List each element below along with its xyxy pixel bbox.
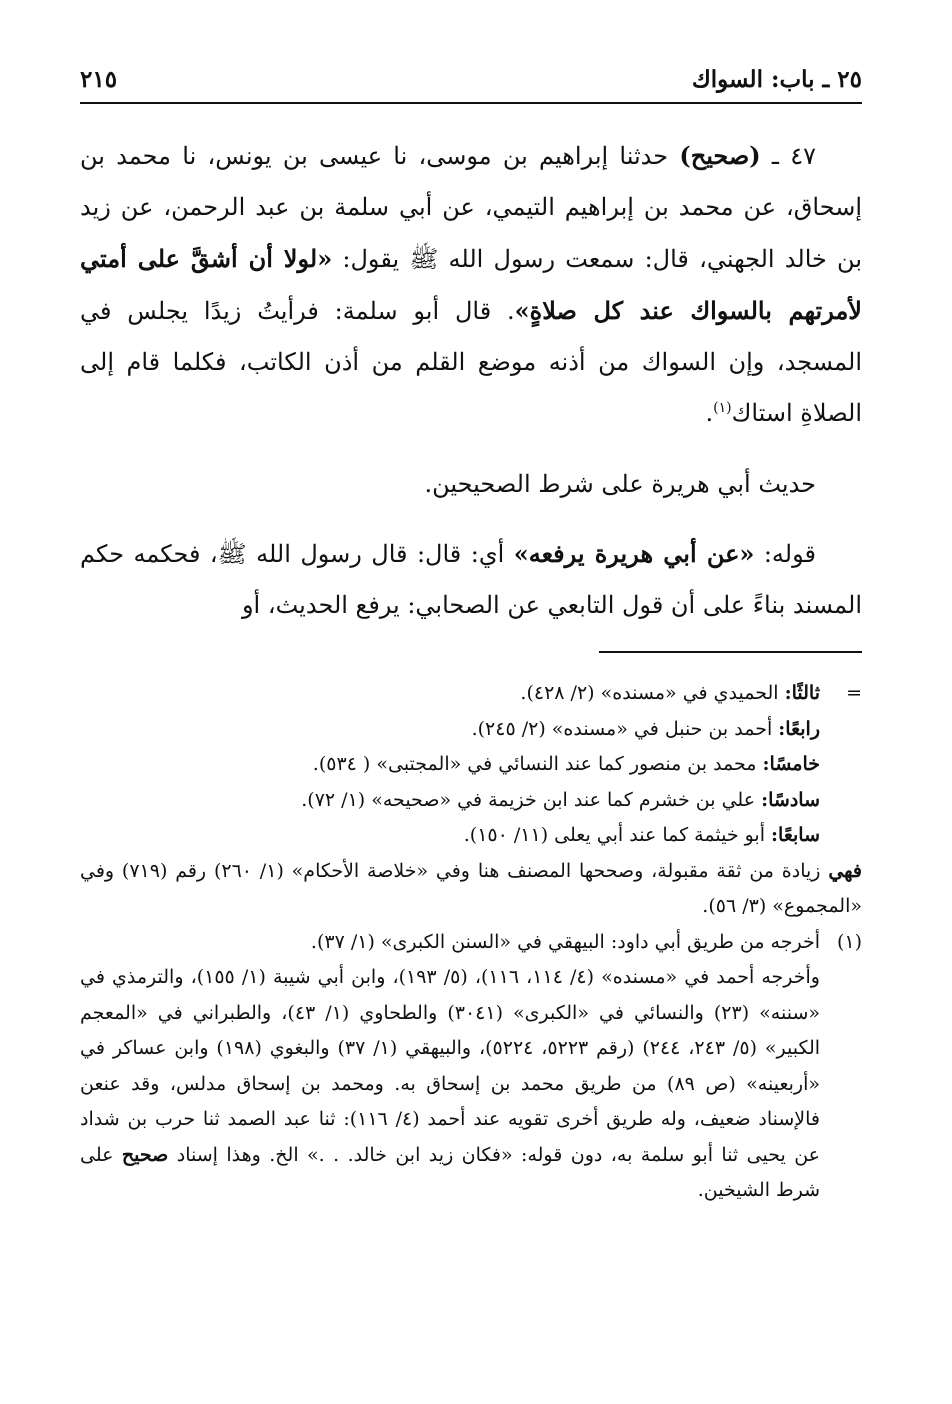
footnote-continuation (80, 676, 862, 925)
footnote-1-body (80, 960, 820, 1209)
hadith-text-part1: حدثنا إبراهيم بن موسى، نا عيسى بن يونس، نا محمد بن إسحاق، عن محمد بن إبراهيم التيمي، عن أبي سلمة بن عبد الرحمن، عن زيد بن خالد الجهني، قال: سمعت رسول الله ﷺ يقول: (80, 142, 862, 273)
page-header (80, 62, 862, 104)
commentary-paragraph (80, 528, 862, 631)
note-text: أحمد بن حنبل في «مسنده» (٢/ ٢٤٥). (471, 717, 779, 740)
hadith-end: . (705, 399, 714, 427)
note-line (80, 818, 820, 854)
footnote-separator (599, 651, 862, 653)
note-tail-bold: فهي (828, 859, 862, 882)
note-text: محمد بن منصور كما عند النسائي في «المجتبى» ( ٥٣٤). (312, 753, 763, 775)
note-text: علي بن خشرم كما عند ابن خزيمة في «صحيحه» (١/ ٧٢). (301, 788, 762, 811)
grading-paragraph: حديث أبي هريرة على شرط الصحيحين. (424, 470, 816, 498)
note-label: ثالثًا: (784, 682, 820, 704)
note-line (80, 783, 820, 819)
continuation-mark: = (846, 682, 862, 704)
footnote-1-end: على شرط الشيخين. (80, 1143, 820, 1201)
note-label: سادسًا: (761, 788, 820, 811)
book-page (80, 0, 862, 1404)
commentary-rest: أي: قال: قال رسول الله ﷺ، فحكمه حكم المسند بناءً على أن قول التابعي عن الصحابي: يرفع الحديث، أو (80, 540, 862, 619)
chapter-title: ٢٥ ـ باب: السواك (691, 66, 862, 93)
footnote-1 (80, 925, 862, 1209)
hadith-grade: (صحيح) (679, 141, 761, 170)
footnote-1-bold: صحيح (121, 1143, 169, 1166)
note-line (80, 676, 820, 712)
footnote-1-line-a: أخرجه من طريق أبي داود: البيهقي في «السنن الكبرى» (١/ ٣٧). (310, 930, 820, 953)
hadith-quote: «لولا أن أشقَّ على أمتي لأمرتهم بالسواك عند كل صلاةٍ» (80, 244, 862, 325)
footnote-ref: (١) (713, 400, 732, 416)
hadith-text-part2: . قال أبو سلمة: فرأيتُ زيدًا يجلس في المسجد، وإن السواك من أذنه موضع القلم من أذن الكاتب، فكلما قام إلى الصلاةِ استاك (80, 297, 862, 427)
note-tail-text: زيادة من ثقة مقبولة، وصححها المصنف هنا وفي «خلاصة الأحكام» (١/ ٢٦٠) رقم (٧١٩) وفي «المجموع» (٣/ ٥٦). (80, 859, 862, 917)
note-label: سابعًا: (771, 824, 820, 846)
note-text: أبو خيثمة كما عند أبي يعلى (١١/ ١٥٠). (463, 824, 772, 846)
note-label: خامسًا: (762, 753, 820, 775)
hadith-number: ٤٧ ـ (771, 142, 816, 170)
commentary-quote: «عن أبي هريرة يرفعه» (513, 539, 755, 568)
note-label: رابعًا: (778, 717, 820, 740)
note-text: الحميدي في «مسنده» (٢/ ٤٢٨). (520, 682, 785, 704)
note-line (80, 712, 820, 748)
footnotes (80, 676, 862, 1209)
note-tail (80, 854, 862, 925)
page-number: ٢١٥ (80, 66, 118, 93)
main-text (80, 130, 862, 631)
footnote-1-text: وأخرجه أحمد في «مسنده» (٤/ ١١٤، ١١٦)، (٥/ ١٩٣)، وابن أبي شيبة (١/ ١٥٥)، والترمذي في «سننه» (٢٣) والنسائي في «الكبرى» (٣٠٤١) والطحاوي (١/ ٤٣)، والطبراني في «المعجم الكبير» (٥/ ٢٤٣، ٢٤٤) (رقم ٥٢٢٣، ٥٢٢٤)، والبيهقي (١/ ٣٧) والبغوي (١٩٨) وابن عساكر في «أربعينه» (ص ٨٩) من طريق محمد بن إسحاق به. ومحمد بن إسحاق مدلس، وقد عنعن فالإسناد ضعيف، وله طريق أخرى تقويه عند أحمد (٤/ ١١٦): ثنا عبد الصمد ثنا حرب بن شداد عن يحيى ثنا أبو سلمة به، دون قوله: «فكان زيد ابن خالد. . .» الخ. وهذا إسناد (80, 966, 821, 1166)
note-line (80, 747, 820, 783)
commentary-lead: قوله: (754, 540, 816, 568)
hadith-paragraph (80, 130, 862, 439)
footnote-1-mark: (١) (836, 930, 862, 953)
